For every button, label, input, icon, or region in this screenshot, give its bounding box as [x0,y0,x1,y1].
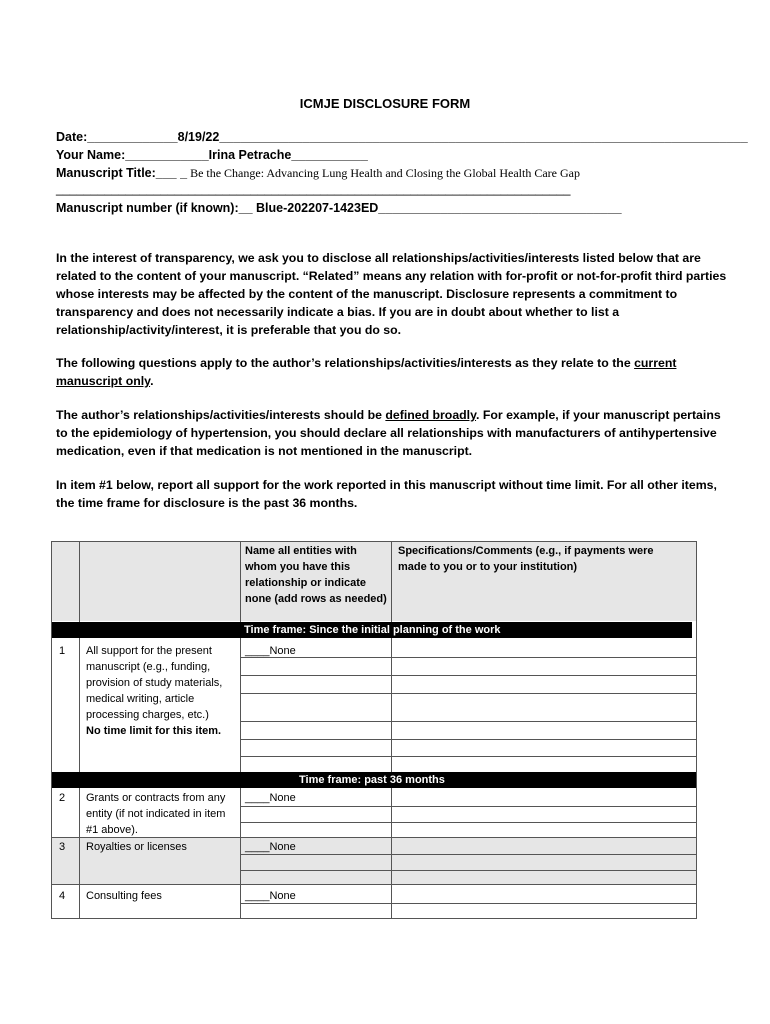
scope-end: . [150,374,154,388]
col-divider-label-1 [240,638,241,772]
col-divider-spec-header [391,541,392,622]
timeframe-1-text: Time frame: Since the initial planning of the work [244,624,501,636]
item-3-number: 3 [59,841,66,853]
item-3-bottom-line [51,884,697,885]
broad-underlined: defined broadly [385,408,477,422]
time-limit-paragraph: In item #1 below, report all support for the work reported in this manuscript without time limit. For all other items, the time frame for disclosure is the past 36 months. [56,478,717,510]
date-line: Date:_____________8/19/22____________________________________________________________________________ [56,130,748,144]
item-2-none: ____None [245,792,296,804]
item-1-none: ____None [245,645,296,657]
entities-column-header: Name all entities with whom you have this relationship or indicate none (add rows as needed) [245,545,387,605]
scope-text: The following questions apply to the author’s relationships/activities/interests as they relate to the [56,356,635,370]
scope-paragraph [56,354,728,390]
item-1-label [86,643,236,739]
broad-text: The author’s relationships/activities/interests should be [56,408,386,422]
item-1-number: 1 [59,645,66,657]
col-divider-num-header [79,541,80,622]
broad-end: . For example, if your manuscript pertains to the epidemiology of hypertension, you should declare all relationships with manufacturers of antihypertensive medication, even if that medication is not mentioned in the manuscript. [56,408,721,458]
table-border-bottom [51,918,697,919]
item-1-row-line [240,739,697,740]
disclosure-table [51,541,697,919]
item-4-number: 4 [59,890,66,902]
item-4-label: Consulting fees [86,890,162,902]
manuscript-title-label: Manuscript Title:___ _ [56,166,188,180]
item-1-label-text: All support for the present manuscript (e.g., funding, provision of study materials, medical writing, article processing charges, etc.) [86,645,223,721]
item-1-row-line [240,693,697,694]
col-divider-num-1 [79,638,80,772]
col-divider-num-2 [79,788,80,919]
item-2-bottom-line [51,837,697,838]
specifications-column-header: Specifications/Comments (e.g., if payments were made to you or to your institution) [398,545,654,573]
item-1-row-line [240,721,697,722]
col-divider-label-header [240,541,241,622]
item-3-row-line [240,870,697,871]
table-border-right [696,541,697,919]
broad-definition-paragraph [56,406,728,460]
timeframe-2-text: Time frame: past 36 months [299,774,445,786]
table-border-top [51,541,697,542]
name-line: Your Name:____________Irina Petrache___________ [56,148,368,162]
item-2-row-line [240,822,697,823]
transparency-paragraph: In the interest of transparency, we ask you to disclose all relationships/activities/interests listed below that are related to the content of your manuscript. “Related” means any relation with for-profit or not-for-profit third parties whose interests may be affected by the content of the manuscript. Disclosure represents a commitment to transparency and does not necessarily indicate a bias. If you are in doubt about whether to list a relationship/activity/interest, it is preferable that you do so. [56,251,727,337]
item-4-row-line [240,903,697,904]
scope-underlined: current manuscript only [56,356,677,388]
manuscript-number-line: Manuscript number (if known):__ Blue-202207-1423ED___________________________________ [56,201,622,215]
item-1-row-line [240,675,697,676]
table-border-left [51,541,52,919]
form-title: ICMJE DISCLOSURE FORM [299,96,471,111]
item-3-none: ____None [245,841,296,853]
timeframe-bar-2 [51,772,697,788]
item-1-row-line [240,756,697,757]
item-1-row-line [240,657,697,658]
manuscript-title-underline: __________________________________________________________________________ [56,182,571,196]
item-4-none: ____None [245,890,296,902]
manuscript-title-line [56,166,580,181]
item-1-note: No time limit for this item. [86,725,222,737]
item-3-label: Royalties or licenses [86,841,187,853]
col-divider-spec-1 [391,638,392,772]
manuscript-title-value: Be the Change: Advancing Lung Health and Closing the Global Health Care Gap [187,166,580,180]
item-3-row-line [240,854,697,855]
item-2-number: 2 [59,792,66,804]
timeframe-bar-1 [51,622,692,638]
item-2-row-line [240,806,697,807]
item-2-label: Grants or contracts from any entity (if not indicated in item #1 above). [86,792,226,836]
